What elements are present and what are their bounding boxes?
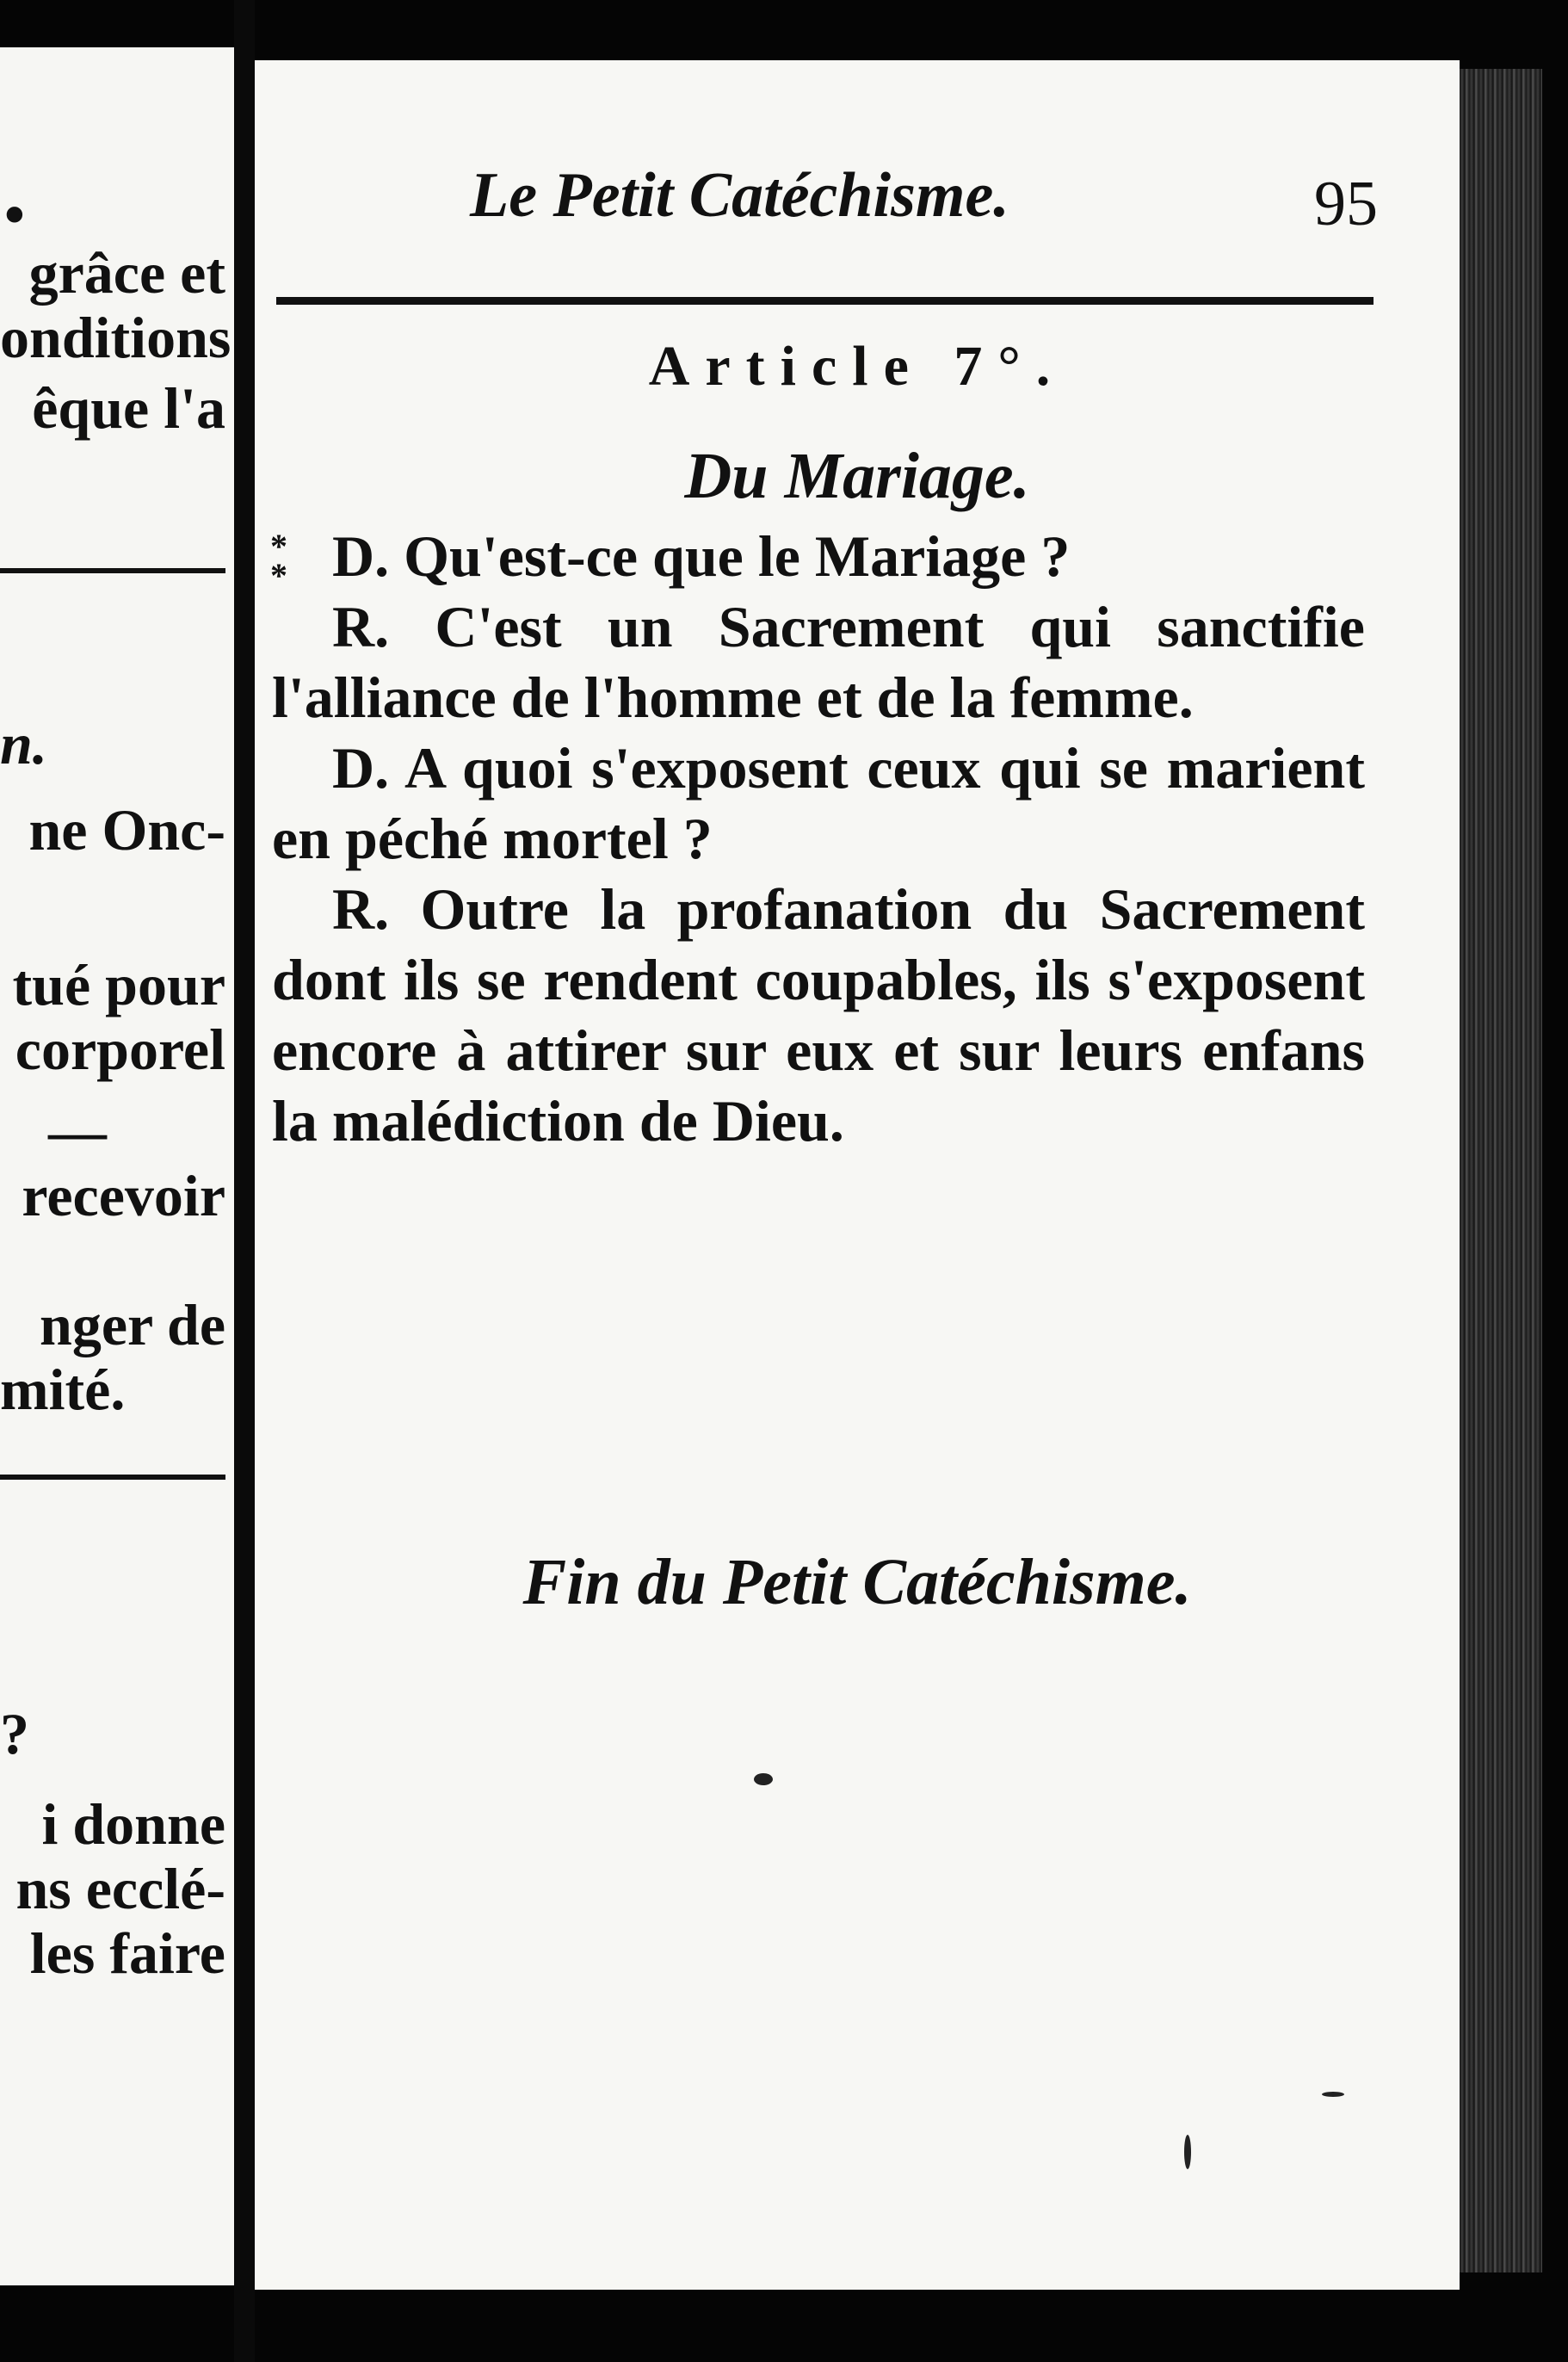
section-subtitle: Du Mariage. bbox=[684, 440, 1030, 512]
left-fragment: • bbox=[4, 182, 25, 247]
catechism-body bbox=[272, 521, 1365, 1156]
book-gutter bbox=[234, 0, 255, 2362]
left-fragment: grâce et bbox=[28, 240, 225, 306]
left-fragment: nger de bbox=[40, 1292, 225, 1357]
page-edges bbox=[1460, 69, 1542, 2272]
article-heading: Article 7°. bbox=[648, 335, 1066, 398]
left-fragment: n. bbox=[0, 711, 47, 776]
closing-line: Fin du Petit Catéchisme. bbox=[522, 1546, 1192, 1618]
ink-speck bbox=[1322, 2092, 1344, 2097]
running-head: Le Petit Catéchisme. bbox=[470, 160, 1009, 231]
left-fragment: tué pour bbox=[12, 952, 225, 1017]
asterisk-marker: * bbox=[270, 556, 287, 595]
page-number: 95 bbox=[1314, 169, 1378, 239]
left-rule bbox=[0, 568, 225, 573]
left-page bbox=[0, 47, 234, 2285]
left-fragment: — bbox=[48, 1098, 107, 1164]
left-fragment: ns ecclé- bbox=[15, 1856, 225, 1921]
ink-speck bbox=[1184, 2135, 1191, 2169]
left-fragment: mité. bbox=[0, 1357, 126, 1422]
left-fragment: i donne bbox=[41, 1791, 225, 1857]
left-fragment: les faire bbox=[29, 1920, 225, 1986]
left-fragment: recevoir bbox=[22, 1163, 225, 1228]
answer-paragraph: R. C'est un Sacrement qui sanctifie l'alliance de l'homme et de la femme. bbox=[272, 594, 1365, 730]
left-fragment: corporel bbox=[15, 1017, 225, 1082]
left-fragment: ? bbox=[0, 1701, 29, 1766]
ink-speck bbox=[754, 1773, 773, 1785]
answer-paragraph: R. Outre la profanation du Sacrement dont ils se rendent coupables, ils s'exposent encore à attirer sur eux et sur leurs enfans la malédiction de Dieu. bbox=[272, 876, 1365, 1153]
left-fragment: ne Onc- bbox=[28, 797, 225, 863]
right-page bbox=[255, 60, 1460, 2290]
left-fragment: onditions bbox=[0, 305, 231, 370]
header-rule bbox=[276, 297, 1374, 305]
question-paragraph: D. A quoi s'exposent ceux qui se marient en péché mortel ? bbox=[272, 735, 1365, 871]
question-paragraph: D. Qu'est-ce que le Mariage ? bbox=[332, 523, 1071, 589]
left-fragment: êque l'a bbox=[32, 375, 225, 441]
left-rule bbox=[0, 1475, 225, 1480]
asterisk-marker: * bbox=[270, 527, 287, 566]
